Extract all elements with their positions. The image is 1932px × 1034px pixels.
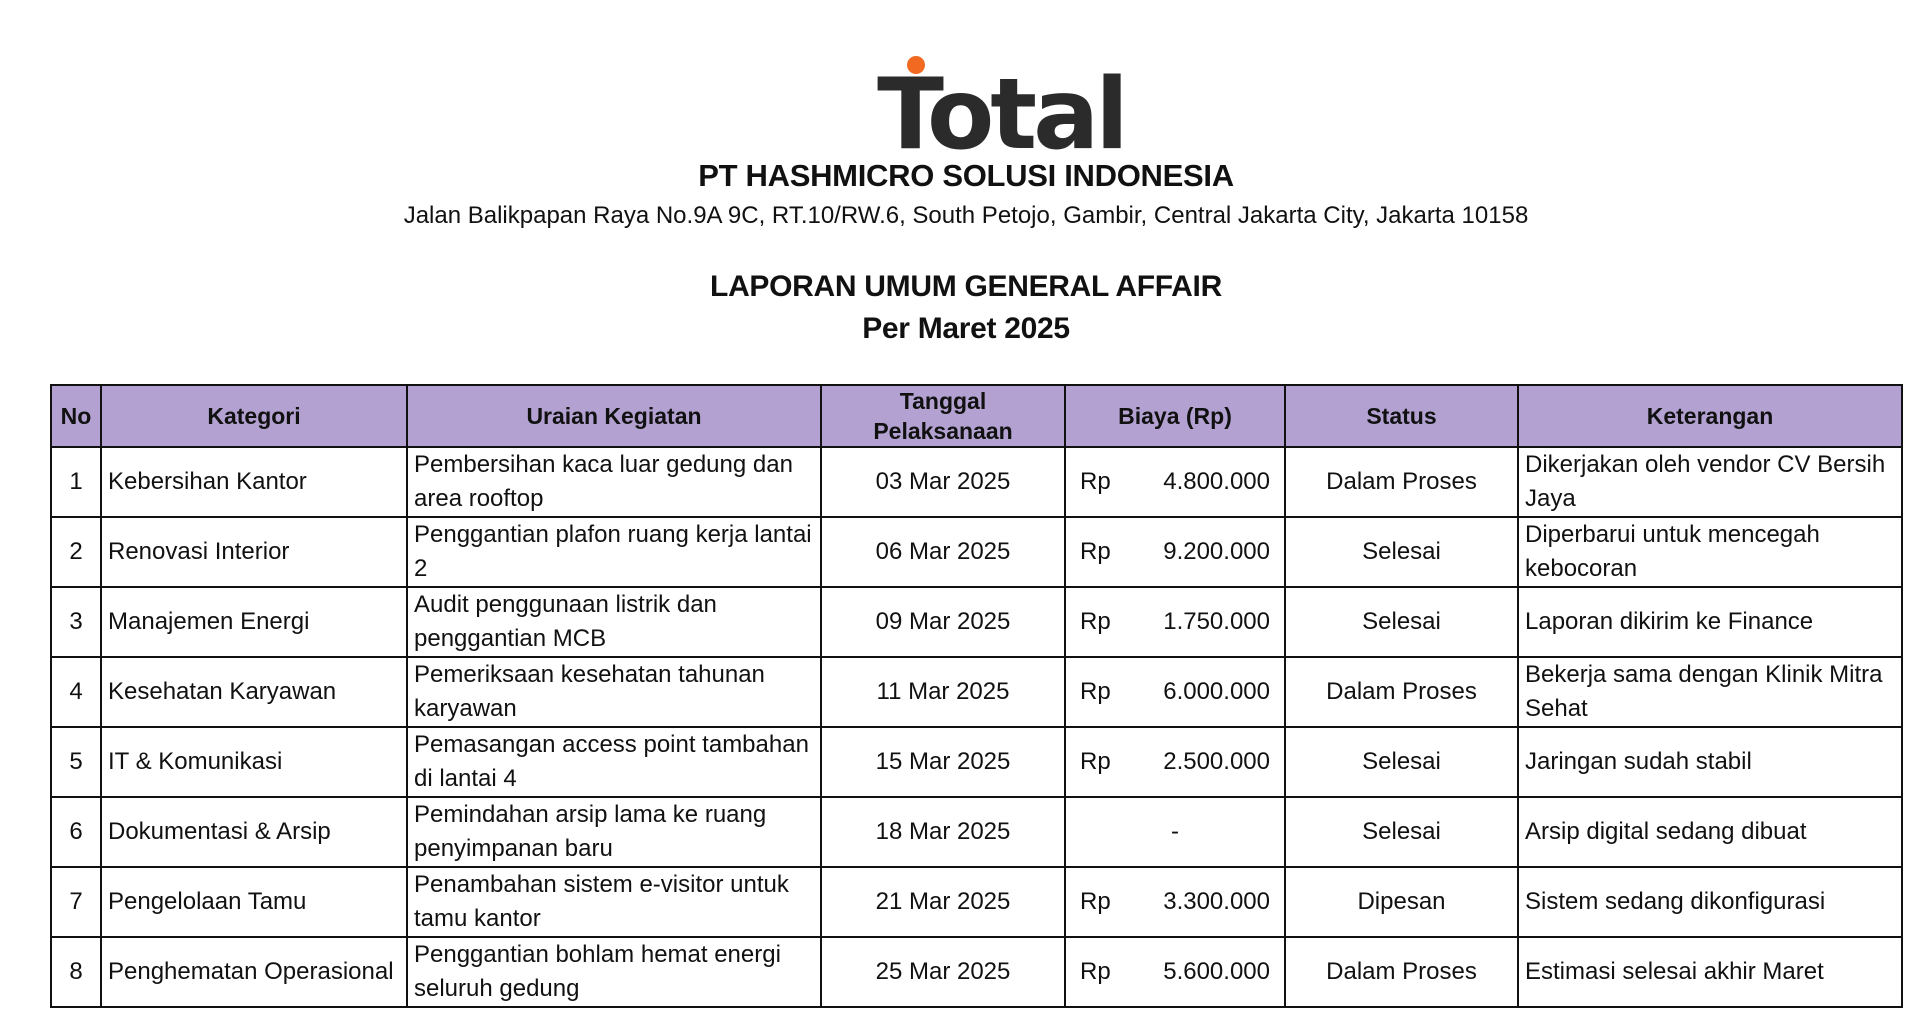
svg-text:Total: Total bbox=[877, 58, 1125, 155]
cell-uraian: Pembersihan kaca luar gedung dan area rooftop bbox=[407, 447, 821, 517]
cell-keterangan: Jaringan sudah stabil bbox=[1518, 727, 1902, 797]
cell-keterangan: Estimasi selesai akhir Maret bbox=[1518, 937, 1902, 1007]
col-header-no: No bbox=[51, 385, 101, 447]
cell-keterangan: Laporan dikirim ke Finance bbox=[1518, 587, 1902, 657]
cell-uraian: Pemasangan access point tambahan di lantai 4 bbox=[407, 727, 821, 797]
currency-label: Rp bbox=[1080, 468, 1111, 495]
currency-label: Rp bbox=[1080, 608, 1111, 635]
cell-tanggal: 09 Mar 2025 bbox=[821, 587, 1065, 657]
cell-kategori: Pengelolaan Tamu bbox=[101, 867, 407, 937]
cell-keterangan: Diperbarui untuk mencegah kebocoran bbox=[1518, 517, 1902, 587]
cell-tanggal: 06 Mar 2025 bbox=[821, 517, 1065, 587]
cell-no: 7 bbox=[51, 867, 101, 937]
cell-biaya bbox=[1065, 517, 1285, 587]
cell-biaya bbox=[1065, 867, 1285, 937]
currency-label: Rp bbox=[1080, 958, 1111, 985]
col-header-kategori: Kategori bbox=[101, 385, 407, 447]
table-row bbox=[51, 797, 1902, 867]
amount-value: 4.800.000 bbox=[1163, 468, 1270, 495]
cell-keterangan: Dikerjakan oleh vendor CV Bersih Jaya bbox=[1518, 447, 1902, 517]
cell-kategori: Dokumentasi & Arsip bbox=[101, 797, 407, 867]
amount-value: 1.750.000 bbox=[1163, 608, 1270, 635]
amount-value: - bbox=[1171, 818, 1179, 845]
cell-biaya bbox=[1065, 587, 1285, 657]
company-name: PT HASHMICRO SOLUSI INDONESIA bbox=[698, 158, 1234, 193]
table-row bbox=[51, 727, 1902, 797]
currency-label: Rp bbox=[1080, 538, 1111, 565]
amount-value: 5.600.000 bbox=[1163, 958, 1270, 985]
cell-status: Dipesan bbox=[1285, 867, 1518, 937]
cell-tanggal: 18 Mar 2025 bbox=[821, 797, 1065, 867]
cell-uraian: Pemeriksaan kesehatan tahunan karyawan bbox=[407, 657, 821, 727]
table-row bbox=[51, 867, 1902, 937]
amount-value: 2.500.000 bbox=[1163, 748, 1270, 775]
cell-keterangan: Sistem sedang dikonfigurasi bbox=[1518, 867, 1902, 937]
cell-tanggal: 21 Mar 2025 bbox=[821, 867, 1065, 937]
col-header-biaya: Biaya (Rp) bbox=[1065, 385, 1285, 447]
cell-biaya bbox=[1065, 657, 1285, 727]
cell-uraian: Penambahan sistem e-visitor untuk tamu kantor bbox=[407, 867, 821, 937]
cell-no: 5 bbox=[51, 727, 101, 797]
cell-biaya bbox=[1065, 797, 1285, 867]
cell-kategori: Kesehatan Karyawan bbox=[101, 657, 407, 727]
cell-status: Selesai bbox=[1285, 727, 1518, 797]
report-period: Per Maret 2025 bbox=[862, 312, 1070, 345]
currency-label: Rp bbox=[1080, 888, 1111, 915]
cell-status: Dalam Proses bbox=[1285, 657, 1518, 727]
table-header-row bbox=[51, 385, 1902, 447]
currency-label: Rp bbox=[1080, 678, 1111, 705]
cell-kategori: Penghematan Operasional bbox=[101, 937, 407, 1007]
cell-kategori: Manajemen Energi bbox=[101, 587, 407, 657]
currency-label: Rp bbox=[1080, 748, 1111, 775]
cell-no: 8 bbox=[51, 937, 101, 1007]
cell-no: 1 bbox=[51, 447, 101, 517]
total-logo bbox=[866, 55, 1136, 155]
cell-kategori: Renovasi Interior bbox=[101, 517, 407, 587]
cell-status: Selesai bbox=[1285, 587, 1518, 657]
cell-status: Dalam Proses bbox=[1285, 447, 1518, 517]
cell-uraian: Pemindahan arsip lama ke ruang penyimpanan baru bbox=[407, 797, 821, 867]
amount-value: 3.300.000 bbox=[1163, 888, 1270, 915]
cell-biaya bbox=[1065, 447, 1285, 517]
cell-tanggal: 03 Mar 2025 bbox=[821, 447, 1065, 517]
company-address: Jalan Balikpapan Raya No.9A 9C, RT.10/RW.6, South Petojo, Gambir, Central Jakarta City, Jakarta 10158 bbox=[403, 202, 1529, 229]
col-header-status: Status bbox=[1285, 385, 1518, 447]
cell-status: Selesai bbox=[1285, 797, 1518, 867]
col-header-tanggal: Tanggal Pelaksanaan bbox=[821, 385, 1065, 447]
cell-tanggal: 11 Mar 2025 bbox=[821, 657, 1065, 727]
cell-no: 4 bbox=[51, 657, 101, 727]
table-row bbox=[51, 937, 1902, 1007]
cell-uraian: Audit penggunaan listrik dan penggantian MCB bbox=[407, 587, 821, 657]
amount-value: 6.000.000 bbox=[1163, 678, 1270, 705]
col-header-uraian: Uraian Kegiatan bbox=[407, 385, 821, 447]
cell-tanggal: 25 Mar 2025 bbox=[821, 937, 1065, 1007]
table-row bbox=[51, 517, 1902, 587]
cell-status: Selesai bbox=[1285, 517, 1518, 587]
table-row bbox=[51, 587, 1902, 657]
cell-tanggal: 15 Mar 2025 bbox=[821, 727, 1065, 797]
col-header-keterangan: Keterangan bbox=[1518, 385, 1902, 447]
cell-status: Dalam Proses bbox=[1285, 937, 1518, 1007]
cell-no: 3 bbox=[51, 587, 101, 657]
cell-keterangan: Arsip digital sedang dibuat bbox=[1518, 797, 1902, 867]
amount-value: 9.200.000 bbox=[1163, 538, 1270, 565]
cell-kategori: IT & Komunikasi bbox=[101, 727, 407, 797]
cell-no: 6 bbox=[51, 797, 101, 867]
cell-no: 2 bbox=[51, 517, 101, 587]
cell-biaya bbox=[1065, 937, 1285, 1007]
cell-uraian: Penggantian bohlam hemat energi seluruh gedung bbox=[407, 937, 821, 1007]
cell-kategori: Kebersihan Kantor bbox=[101, 447, 407, 517]
table-row bbox=[51, 657, 1902, 727]
report-title: LAPORAN UMUM GENERAL AFFAIR bbox=[710, 270, 1222, 303]
cell-biaya bbox=[1065, 727, 1285, 797]
cell-keterangan: Bekerja sama dengan Klinik Mitra Sehat bbox=[1518, 657, 1902, 727]
report-table bbox=[50, 384, 1903, 1008]
table-row bbox=[51, 447, 1902, 517]
cell-uraian: Penggantian plafon ruang kerja lantai 2 bbox=[407, 517, 821, 587]
